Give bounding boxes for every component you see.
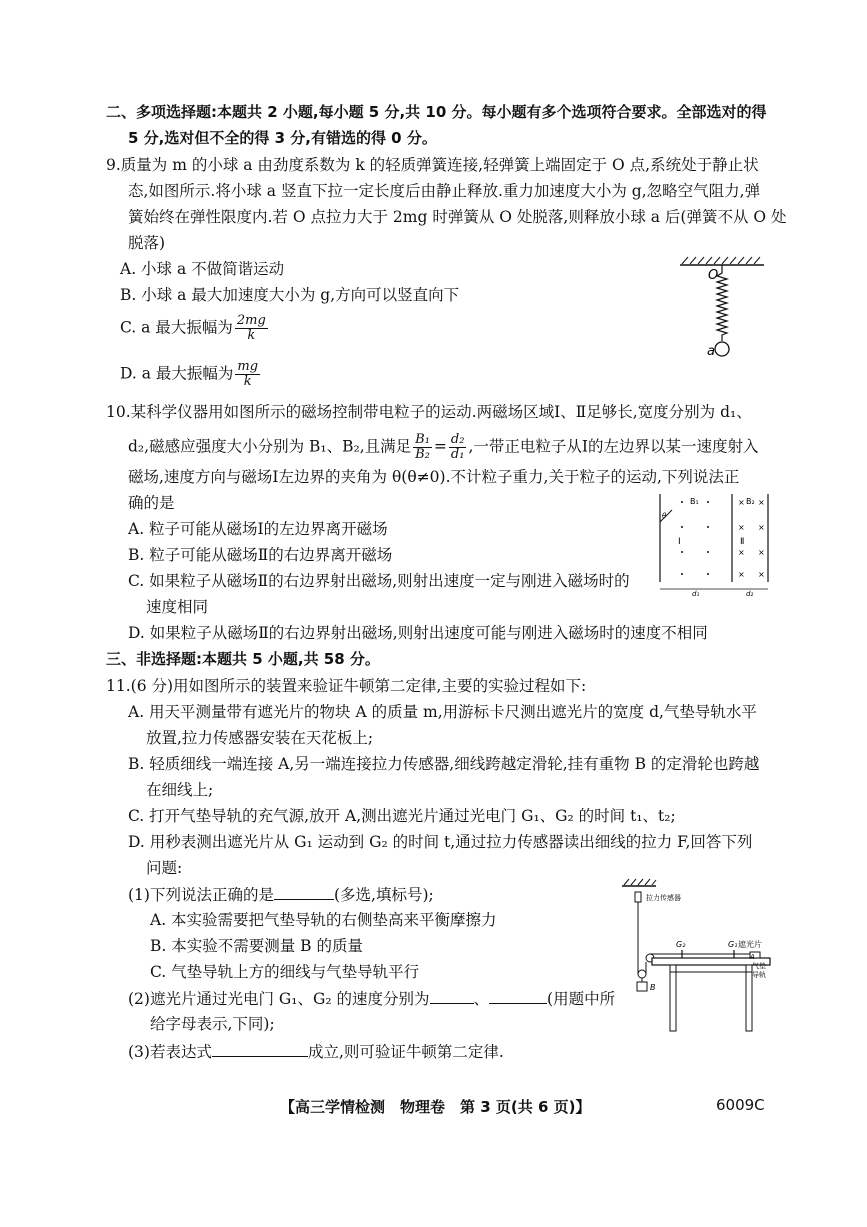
q10-option-c-line2: 速度相同 <box>146 598 209 616</box>
q9-option-d-text: D. a 最大振幅为 <box>120 364 234 383</box>
svg-text:×: × <box>758 570 765 579</box>
q11-step-d-line1: D. 用秒表测出遮光片从 G₁ 运动到 G₂ 的时间 t,通过拉力传感器读出细线的拉力 F,回答下列 <box>128 833 753 851</box>
force-sensor-icon <box>635 892 641 902</box>
q11-part2-line1 <box>128 987 615 1010</box>
q11-part3-tail: 成立,则可验证牛顿第二定律. <box>307 1043 504 1061</box>
q9-line2: 态,如图所示.将小球 a 竖直下拉一定长度后由静止释放.重力加速度大小为 g,忽略空气阻力,弹 <box>128 182 761 200</box>
q10-equals: = <box>433 437 447 456</box>
q10-line4: 确的是 <box>128 494 175 512</box>
q11-part2-tail: (用题中所 <box>547 990 616 1008</box>
q9-spring-figure <box>672 255 772 365</box>
svg-text:×: × <box>738 570 745 579</box>
d2-label: d₂ <box>746 590 754 598</box>
q10-magnetic-field-figure <box>652 492 774 602</box>
q10-option-a: A. 粒子可能从磁场Ⅰ的左边界离开磁场 <box>128 520 388 538</box>
q9-c-denominator: k <box>247 328 256 343</box>
q11-part1-answer-blank[interactable] <box>274 883 334 900</box>
q9-option-b: B. 小球 a 最大加速度大小为 g,方向可以竖直向下 <box>120 286 460 304</box>
b1-label: B₁ <box>690 497 699 506</box>
b2-label: B₂ <box>746 497 755 506</box>
page-footer: 【高三学情检测 物理卷 第 3 页(共 6 页)】 <box>280 1098 591 1116</box>
q9-line4: 脱落) <box>128 234 166 252</box>
svg-text:×: × <box>738 548 745 557</box>
q10-line2 <box>128 433 759 462</box>
q11-line1: 11.(6 分)用如图所示的装置来验证牛顿第二定律,主要的实验过程如下: <box>106 677 587 695</box>
force-sensor-label: 拉力传感器 <box>646 894 681 902</box>
q11-part2-blank-1[interactable] <box>430 987 474 1004</box>
q11-step-a-line2: 放置,拉力传感器安装在天花板上; <box>146 729 374 747</box>
exam-code: 6009C <box>716 1096 765 1114</box>
q10-line2-text: d₂,磁感应强度大小分别为 B₁、B₂,且满足 <box>128 437 412 456</box>
q10-line2-tail: ,一带正电粒子从Ⅰ的左边界以某一速度射入 <box>468 437 759 456</box>
q11-part1-option-b: B. 本实验不需要测量 B 的质量 <box>150 937 363 955</box>
ceiling-hatch <box>624 879 656 885</box>
q9-option-d <box>120 360 262 389</box>
q9-option-c <box>120 314 270 343</box>
q11-step-a-line1: A. 用天平测量带有遮光片的物块 A 的质量 m,用游标卡尺测出遮光片的宽度 d,气垫导轨水平 <box>128 703 757 721</box>
q11-part2-separator: 、 <box>473 990 490 1008</box>
q9-option-c-text: C. a 最大振幅为 <box>120 318 233 337</box>
q11-part1 <box>128 883 434 906</box>
q11-step-b-line2: 在细线上; <box>146 781 214 799</box>
block-a-label: A <box>750 953 755 961</box>
q10-b1: B₁ <box>415 432 430 447</box>
ceiling-hatch <box>682 257 760 264</box>
svg-text:×: × <box>738 523 745 532</box>
q11-part2-line2: 给字母表示,下同); <box>150 1015 275 1033</box>
g2-label: G₂ <box>676 940 686 949</box>
svg-text:×: × <box>738 498 745 507</box>
q11-apparatus-figure <box>616 878 776 1036</box>
q11-part3-blank[interactable] <box>212 1040 308 1057</box>
q9-option-a: A. 小球 a 不做简谐运动 <box>120 260 285 278</box>
q9-d-numerator: mg <box>237 359 259 374</box>
q10-option-b: B. 粒子可能从磁场Ⅱ的右边界离开磁场 <box>128 546 393 564</box>
q11-part3 <box>128 1040 504 1063</box>
section2-header-line2: 5 分,选对但不全的得 3 分,有错选的得 0 分。 <box>128 129 437 147</box>
table-leg-left <box>670 965 676 1031</box>
point-o-label: O <box>708 268 719 283</box>
section3-header: 三、非选择题:本题共 5 小题,共 58 分。 <box>106 650 380 668</box>
q10-d1: d₁ <box>450 447 465 462</box>
q10-ratio-b <box>413 433 432 462</box>
q9-option-c-fraction <box>235 314 268 343</box>
svg-text:×: × <box>758 523 765 532</box>
svg-text:×: × <box>758 548 765 557</box>
q10-ratio-d <box>449 433 467 462</box>
d1-label: d₁ <box>692 590 700 598</box>
region2-label: Ⅱ <box>740 537 745 547</box>
q10-line3: 磁场,速度方向与磁场Ⅰ左边界的夹角为 θ(θ≠0).不计粒子重力,关于粒子的运动,下列说法正 <box>128 468 740 486</box>
weight-b-label: B <box>650 983 656 992</box>
section2-header-line1: 二、多项选择题:本题共 2 小题,每小题 5 分,共 10 分。每小题有多个选项符合要求。全部选对的得 <box>106 103 767 121</box>
q11-step-b-line1: B. 轻质细线一端连接 A,另一端连接拉力传感器,细线跨越定滑轮,挂有重物 B 的定滑轮也跨越 <box>128 755 760 773</box>
air-track-label-2: 导轨 <box>752 971 766 979</box>
q10-option-d: D. 如果粒子从磁场Ⅱ的右边界射出磁场,则射出速度可能与刚进入磁场时的速度不相同 <box>128 624 708 642</box>
q9-option-d-fraction <box>235 360 260 389</box>
q10-b2: B₂ <box>415 447 430 462</box>
svg-text:×: × <box>758 498 765 507</box>
q11-part1-text: (1)下列说法正确的是 <box>128 886 274 904</box>
air-track-label-1: 气垫 <box>752 962 766 970</box>
weight-b-icon <box>637 982 647 991</box>
q11-part2-blank-2[interactable] <box>489 987 547 1004</box>
q11-part1-option-a: A. 本实验需要把气垫导轨的右侧垫高来平衡摩擦力 <box>150 911 497 929</box>
region1-label: Ⅰ <box>678 537 681 547</box>
q11-part1-option-c: C. 气垫导轨上方的细线与气垫导轨平行 <box>150 963 420 981</box>
ball-a-icon <box>715 342 729 356</box>
q11-part2-text: (2)遮光片通过光电门 G₁、G₂ 的速度分别为 <box>128 990 430 1008</box>
region1-dots <box>681 501 709 575</box>
q11-step-d-line2: 问题: <box>146 859 183 877</box>
q11-part1-tail: (多选,填标号); <box>333 886 434 904</box>
q9-line1: 9.质量为 m 的小球 a 由劲度系数为 k 的轻质弹簧连接,轻弹簧上端固定于 O 点,系统处于静止状 <box>106 156 759 174</box>
q10-line1: 10.某科学仪器用如图所示的磁场控制带电粒子的运动.两磁场区域Ⅰ、Ⅱ足够长,宽度分别为 d₁、 <box>106 403 752 421</box>
q9-line3: 簧始终在弹性限度内.若 O 点拉力大于 2mg 时弹簧从 O 处脱落,则释放小球 a 后(弹簧不从 O 处 <box>128 208 787 226</box>
ball-a-label: a <box>707 344 715 359</box>
g1-label: G₁ <box>728 940 738 949</box>
q10-d2: d₂ <box>450 432 465 447</box>
q9-d-denominator: k <box>243 374 252 389</box>
q11-part3-text: (3)若表达式 <box>128 1043 212 1061</box>
movable-pulley-icon <box>638 970 646 978</box>
q9-c-numerator: 2mg <box>236 313 266 328</box>
q11-step-c: C. 打开气垫导轨的充气源,放开 A,测出遮光片通过光电门 G₁、G₂ 的时间 t₁、t₂; <box>128 807 676 825</box>
spring-icon <box>717 265 727 341</box>
shade-label: 遮光片 <box>738 940 762 949</box>
theta-label: θ <box>662 512 667 520</box>
q10-option-c-line1: C. 如果粒子从磁场Ⅱ的右边界射出磁场,则射出速度一定与刚进入磁场时的 <box>128 572 630 590</box>
